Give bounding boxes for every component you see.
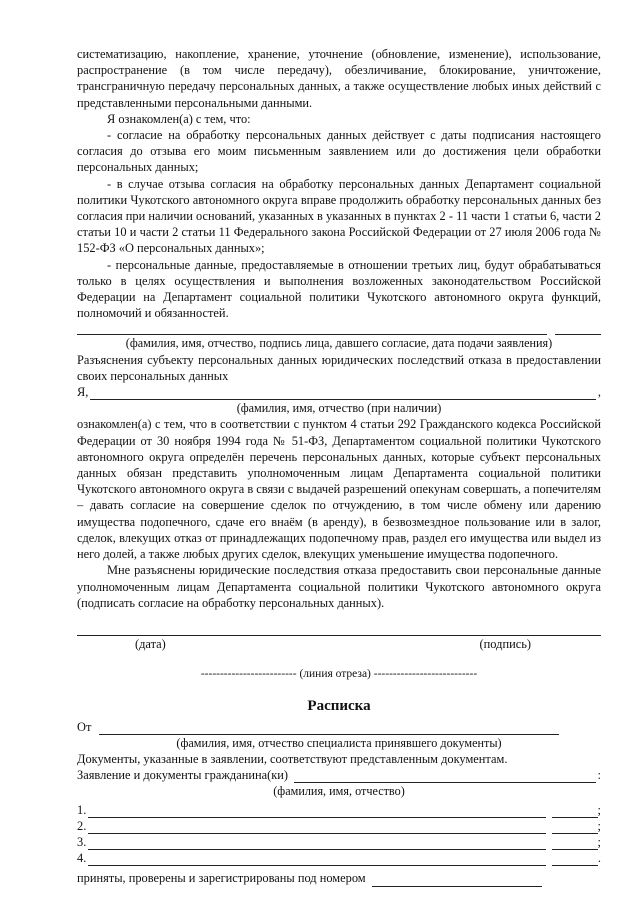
receipt-item-count-field[interactable] — [552, 821, 598, 834]
cut-line: ------------------------- (линия отреза) --------------------------- — [200, 668, 478, 681]
consent-paragraph-5: - персональные данные, предоставляемые в отношении третьих лиц, будут обрабатываться только в целях осуществления и выполнения возложенных законодательством Российской Федерации на Департамент социальной политики Чукотского автономного округа функций, полномочий и обязанностей. — [77, 257, 601, 321]
receipt-from-line — [77, 719, 601, 735]
receipt-registered-label: приняты, проверены и зарегистрированы под номером — [77, 871, 366, 886]
refusal-name-field[interactable] — [90, 387, 596, 400]
receipt-item-number: 4. — [77, 851, 87, 866]
receipt-from-field[interactable] — [99, 722, 559, 735]
receipt-item-field[interactable] — [88, 821, 545, 834]
refusal-date-signature-field[interactable] — [77, 625, 601, 636]
receipt-item-end: ; — [597, 818, 601, 833]
receipt-item-field[interactable] — [88, 837, 545, 850]
refusal-sign-caption: (подпись) — [479, 636, 531, 651]
consent-paragraph-2: Я ознакомлен(а) с тем, что: — [107, 111, 251, 126]
document-page — [77, 46, 601, 887]
consent-paragraph-3: - согласие на обработку персональных данных действует с даты подписания настоящего согласия до отзыва его моим письменным заявлением или до достижения цели обработки персональных данных; — [77, 128, 601, 175]
receipt-item-field[interactable] — [88, 805, 545, 818]
receipt-item-number: 3. — [77, 834, 87, 849]
refusal-name-line — [77, 384, 601, 400]
consent-signature-line[interactable] — [77, 322, 601, 335]
receipt-item-2 — [77, 818, 601, 834]
refusal-date-caption: (дата) — [135, 636, 166, 651]
receipt-item-1 — [77, 802, 601, 818]
receipt-item-count-field[interactable] — [552, 837, 598, 850]
receipt-applicant-caption: (фамилия, имя, отчество) — [273, 784, 405, 799]
refusal-captions-row — [77, 636, 601, 652]
receipt-from-caption: (фамилия, имя, отчество специалиста принявшего документы) — [176, 735, 502, 750]
receipt-item-number: 1. — [77, 802, 87, 817]
consent-signature-field[interactable] — [77, 322, 547, 335]
receipt-item-count-field[interactable] — [552, 853, 598, 866]
receipt-item-field[interactable] — [88, 853, 546, 866]
consent-signature-caption: (фамилия, имя, отчество, подпись лица, давшего согласие, дата подачи заявления) — [125, 336, 553, 351]
refusal-ya-end: , — [597, 385, 601, 400]
receipt-from-label: От — [77, 719, 92, 734]
receipt-item-count-field[interactable] — [552, 805, 598, 818]
receipt-applicant-end: : — [597, 768, 601, 783]
refusal-ya-label: Я, — [77, 385, 89, 400]
refusal-name-caption: (фамилия, имя, отчество (при наличии) — [236, 401, 442, 416]
refusal-paragraph-1: ознакомлен(а) с тем, что в соответствии с пунктом 4 статьи 292 Гражданского кодекса Российской Федерации от 30 ноября 1994 года № 51-ФЗ, Департаментом социальной политики Чукотского автономного округа определён перечень персональных данных, которые субъект персональных данных обязан представить уполномоченным лицам Департамента социальной политики Чукотского автономного округа в связи с выдачей разрешений опекунам совершать, а попечителям – давать согласие на совершение сделок по отчуждению, в том числе обмену или дарению имущества подопечного, сдаче его внаём (в аренду), в безвозмездное пользование или в залог, сделок, влекущих отказ от принадлежащих подопечному прав, раздел его имущества или выдел из него долей, а также любых других сделок, влекущих уменьшение имущества подопечного. — [77, 417, 601, 562]
refusal-heading: Разъяснения субъекту персональных данных юридических последствий отказа в предоставлении своих персональных данных — [77, 352, 601, 383]
receipt-title: Расписка — [307, 698, 371, 715]
receipt-item-end: ; — [597, 834, 601, 849]
refusal-paragraph-2: Мне разъяснены юридические последствия отказа предоставить свои персональные данные уполномоченным лицам Департамента социальной политики Чукотского автономного округа (подписать согласие на обработку персональных данных). — [77, 563, 601, 610]
receipt-applicant-line — [77, 767, 601, 783]
receipt-docs-line: Документы, указанные в заявлении, соответствуют представленным документам. — [77, 751, 508, 766]
receipt-applicant-label: Заявление и документы гражданина(ки) — [77, 768, 288, 783]
receipt-item-3 — [77, 834, 601, 850]
consent-paragraph-1: систематизацию, накопление, хранение, уточнение (обновление, изменение), использование, распространение (в том числе передачу), обезличивание, блокирование, уничтожение, трансграничную передачу персональных данных, а также осуществление любых иных действий с представленными персональными данными. — [77, 47, 601, 110]
receipt-registered-line — [77, 870, 601, 886]
consent-date-field[interactable] — [555, 322, 601, 335]
receipt-registration-number-field[interactable] — [372, 874, 542, 887]
receipt-applicant-field[interactable] — [294, 770, 596, 783]
receipt-item-4 — [77, 850, 601, 866]
consent-paragraph-4: - в случае отзыва согласия на обработку персональных данных Департамент социальной политики Чукотского автономного округа вправе продолжить обработку персональных данных без согласия при наличии оснований, указанных в указанных в пунктах 2 - 11 части 1 статьи 6, части 2 статьи 10 и части 2 статьи 11 Федерального закона Российской Федерации от 27 июля 2006 года № 152-ФЗ «О персональных данных»; — [77, 176, 601, 256]
receipt-item-end: . — [597, 851, 601, 866]
receipt-item-number: 2. — [77, 818, 87, 833]
receipt-item-end: ; — [597, 802, 601, 817]
